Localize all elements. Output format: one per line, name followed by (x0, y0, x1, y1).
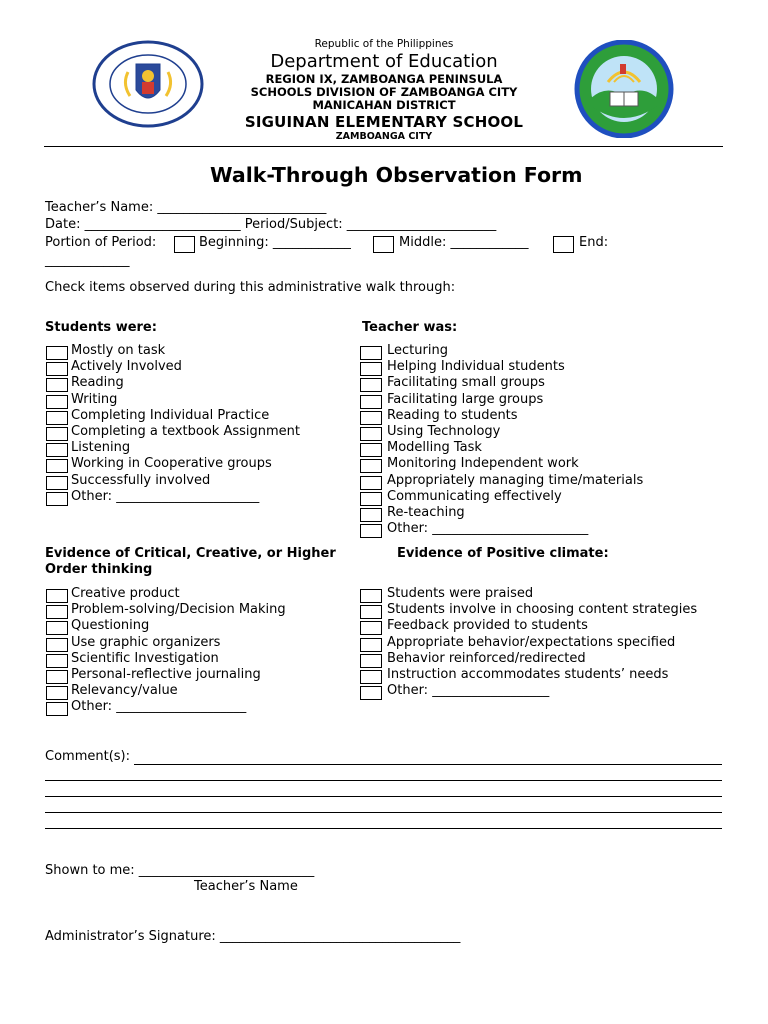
student-checkbox[interactable] (46, 362, 68, 376)
critical-label: Scientific Investigation (71, 650, 219, 666)
teacher-label: Using Technology (387, 424, 501, 439)
climate-label: Instruction accommodates students’ needs (387, 667, 669, 682)
teacher-label: Helping Individual students (387, 359, 565, 375)
critical-checkbox[interactable] (46, 589, 68, 603)
critical-label: Creative product (71, 586, 180, 601)
critical-checkbox[interactable] (46, 621, 68, 635)
students-heading: Students were: (45, 320, 157, 335)
teacher-checkbox[interactable] (360, 443, 382, 457)
comment-line-4[interactable] (45, 812, 722, 813)
student-label: Working in Cooperative groups (71, 456, 272, 472)
climate-label: Students were praised (387, 586, 534, 601)
teacher-checkbox[interactable] (360, 427, 382, 441)
student-label: Completing Individual Practice (71, 407, 270, 423)
climate-checkbox[interactable] (360, 670, 382, 684)
climate-checkbox[interactable] (360, 605, 382, 619)
end-label: End: (579, 235, 609, 250)
comments-label: Comment(s): (45, 749, 130, 764)
teacher-label: Re-teaching (387, 505, 465, 520)
teacher-name-field[interactable]: Teacher’s Name: __________________________ (45, 200, 327, 215)
middle-checkbox[interactable] (373, 236, 394, 253)
city-label: ZAMBOANGA CITY (335, 131, 433, 142)
instructions: Check items observed during this administrative walk through: (45, 280, 456, 295)
teacher-label: Appropriately managing time/materials (387, 472, 644, 488)
student-label: Successfully involved (71, 472, 211, 488)
critical-checkbox[interactable] (46, 702, 68, 716)
middle-field[interactable]: Middle: ____________ (399, 235, 529, 250)
region-label: REGION IX, ZAMBOANGA PENINSULA (265, 72, 503, 86)
climate-checkbox[interactable] (360, 654, 382, 668)
student-checkbox[interactable] (46, 411, 68, 425)
student-checkbox[interactable] (46, 346, 68, 360)
student-checkbox[interactable] (46, 378, 68, 392)
critical-label: Use graphic organizers (71, 634, 221, 650)
climate-checkbox[interactable] (360, 686, 382, 700)
student-checkbox[interactable] (46, 492, 68, 506)
climate-checkbox[interactable] (360, 589, 382, 603)
comment-line-1[interactable] (134, 764, 722, 765)
student-label: Writing (71, 391, 118, 407)
teacher-label: Facilitating large groups (387, 391, 544, 407)
critical-heading-line1: Evidence of Critical, Creative, or Higher (45, 546, 336, 561)
student-checkbox[interactable] (46, 476, 68, 490)
comment-line-5[interactable] (45, 828, 722, 829)
climate-checkbox[interactable] (360, 638, 382, 652)
climate-heading: Evidence of Positive climate: (397, 546, 609, 561)
teacher-label: Other: ________________________ (387, 521, 589, 537)
critical-label: Personal-reflective journaling (71, 667, 261, 682)
deped-seal-icon (92, 40, 204, 128)
teacher-checkbox[interactable] (360, 508, 382, 522)
admin-signature-field[interactable]: Administrator’s Signature: _____________________________________ (45, 929, 461, 944)
student-label: Reading (71, 375, 124, 391)
teacher-label: Reading to students (387, 407, 518, 423)
critical-label: Relevancy/value (71, 683, 178, 699)
critical-heading-line2: Order thinking (45, 562, 153, 577)
republic-label: Republic of the Philippines (314, 38, 454, 50)
end-field[interactable]: _____________ (45, 253, 130, 268)
student-label: Listening (71, 440, 131, 456)
teacher-label: Lecturing (387, 343, 448, 358)
critical-checkbox[interactable] (46, 638, 68, 652)
end-checkbox[interactable] (553, 236, 574, 253)
beginning-field[interactable]: Beginning: ____________ (199, 235, 351, 250)
student-checkbox[interactable] (46, 427, 68, 441)
critical-checkbox[interactable] (46, 654, 68, 668)
teacher-checkbox[interactable] (360, 476, 382, 490)
climate-label: Behavior reinforced/redirected (387, 650, 586, 666)
critical-checkbox[interactable] (46, 686, 68, 700)
climate-checkbox[interactable] (360, 621, 382, 635)
form-title: Walk-Through Observation Form (210, 163, 583, 187)
school-name: SIGUINAN ELEMENTARY SCHOOL (244, 113, 524, 131)
teacher-checkbox[interactable] (360, 346, 382, 360)
teacher-label: Modelling Task (387, 440, 482, 456)
teacher-checkbox[interactable] (360, 459, 382, 473)
climate-label: Students involve in choosing content strategies (387, 602, 698, 618)
critical-label: Other: ____________________ (71, 699, 247, 715)
critical-label: Questioning (71, 618, 150, 634)
division-label: SCHOOLS DIVISION OF ZAMBOANGA CITY (250, 85, 518, 99)
teacher-label: Communicating effectively (387, 488, 562, 504)
teacher-checkbox[interactable] (360, 411, 382, 425)
teacher-heading: Teacher was: (362, 320, 458, 335)
student-checkbox[interactable] (46, 443, 68, 457)
student-label: Mostly on task (71, 343, 166, 358)
climate-label: Feedback provided to students (387, 618, 588, 634)
date-subject-field[interactable]: Date: ________________________ Period/Subject: _______________________ (45, 217, 497, 232)
climate-label: Appropriate behavior/expectations specified (387, 634, 676, 650)
teacher-checkbox[interactable] (360, 395, 382, 409)
department-title: Department of Education (270, 51, 498, 72)
teacher-checkbox[interactable] (360, 524, 382, 538)
critical-checkbox[interactable] (46, 605, 68, 619)
critical-checkbox[interactable] (46, 670, 68, 684)
teacher-checkbox[interactable] (360, 378, 382, 392)
teacher-checkbox[interactable] (360, 492, 382, 506)
student-checkbox[interactable] (46, 459, 68, 473)
school-seal-icon (572, 40, 676, 138)
teachers-name-caption: Teacher’s Name (194, 879, 298, 894)
critical-label: Problem-solving/Decision Making (71, 602, 286, 618)
header-divider (44, 146, 723, 147)
beginning-checkbox[interactable] (174, 236, 195, 253)
student-label: Actively Involved (71, 359, 182, 375)
climate-label: Other: __________________ (387, 683, 550, 699)
portion-label: Portion of Period: (45, 235, 157, 250)
shown-to-me-field[interactable]: Shown to me: ___________________________ (45, 863, 315, 878)
student-checkbox[interactable] (46, 395, 68, 409)
comment-line-2[interactable] (45, 780, 722, 781)
student-label: Other: ______________________ (71, 488, 260, 504)
district-label: MANICAHAN DISTRICT (312, 98, 456, 112)
comment-line-3[interactable] (45, 796, 722, 797)
teacher-checkbox[interactable] (360, 362, 382, 376)
student-label: Completing a textbook Assignment (71, 424, 301, 439)
teacher-label: Facilitating small groups (387, 375, 545, 391)
teacher-label: Monitoring Independent work (387, 456, 579, 472)
